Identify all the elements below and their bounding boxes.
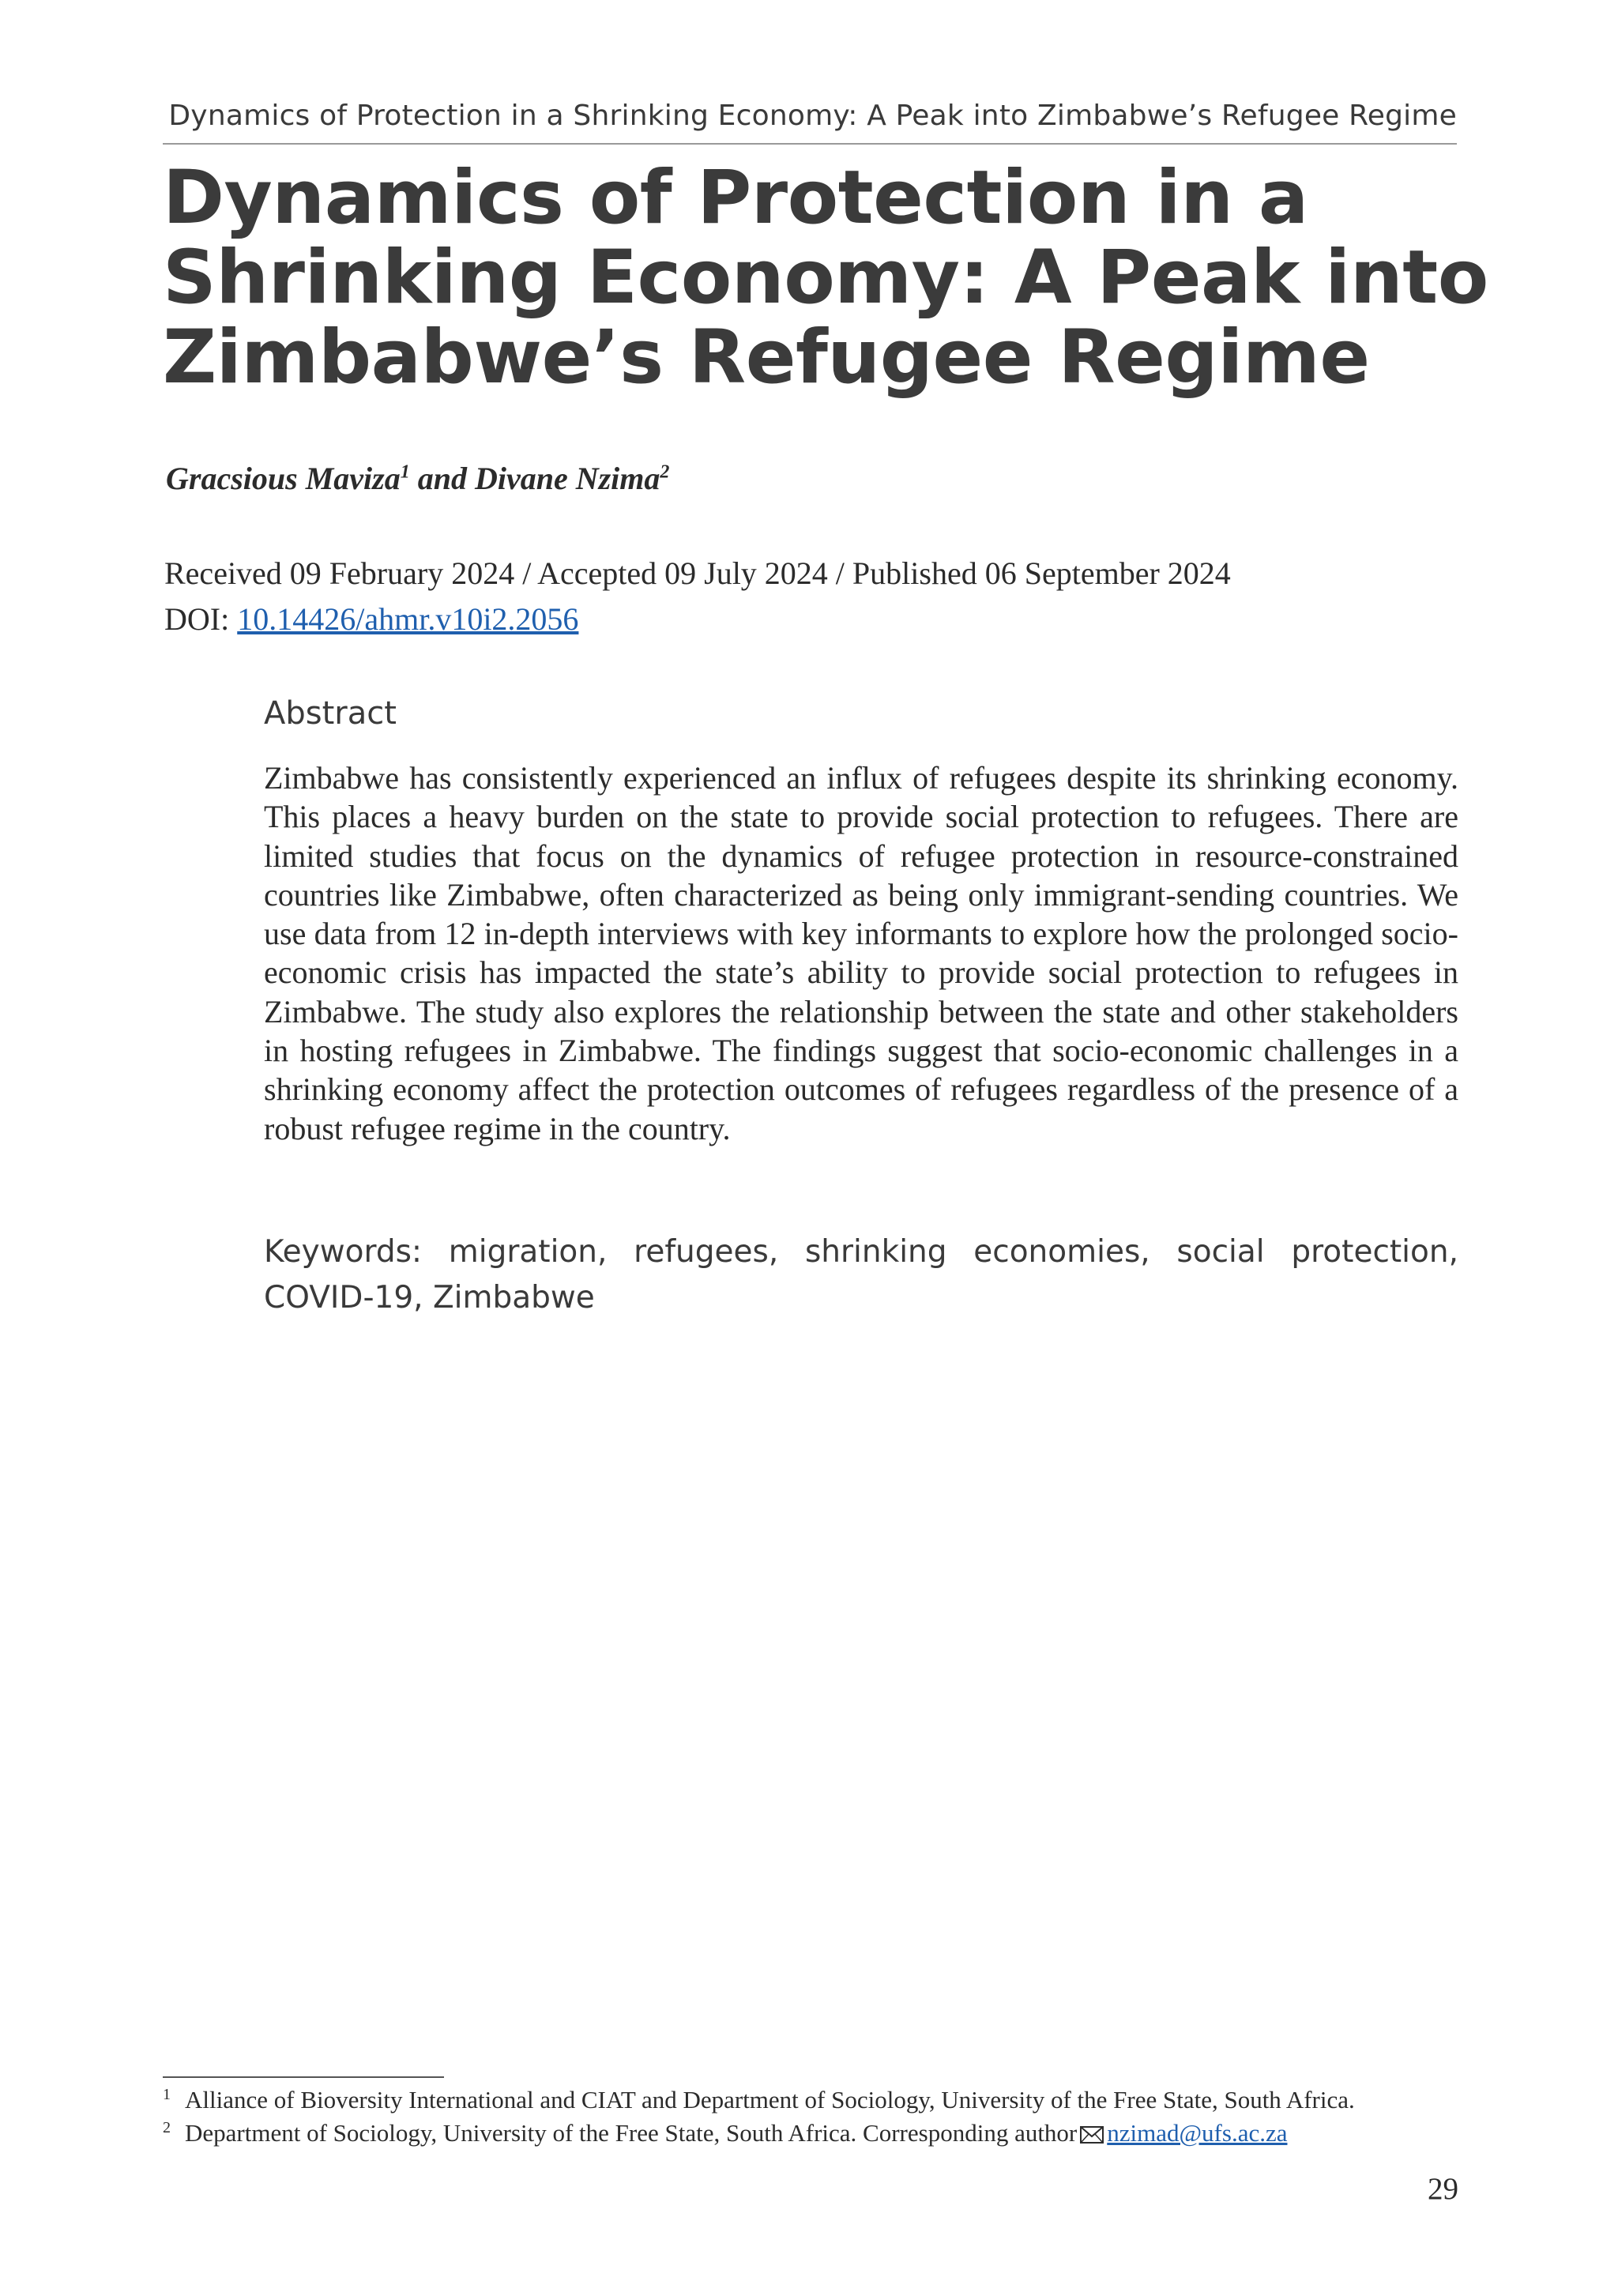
- envelope-icon: [1080, 2121, 1104, 2150]
- author-affiliation-mark-2: 2: [660, 461, 670, 483]
- author-name-1: Gracsious Maviza: [166, 461, 401, 496]
- publication-dates: Received 09 February 2024 / Accepted 09 July 2024 / Published 06 September 2024: [164, 555, 1231, 591]
- doi-line: [164, 600, 1460, 638]
- article-title: [163, 155, 1490, 401]
- page-number: 29: [1428, 2172, 1458, 2206]
- author-separator: and: [417, 461, 467, 496]
- title-line-2: Shrinking Economy: A Peak into: [163, 235, 1488, 321]
- keywords: Keywords: migration, refugees, shrinking economies, social protection, COVID-19, Zimbabwe: [264, 1234, 1458, 1315]
- author-line: [166, 460, 1430, 497]
- title-line-3: Zimbabwe’s Refugee Regime: [163, 314, 1370, 401]
- abstract-text: Zimbabwe has consistently experienced an influx of refugees despite its shrinking economy. This places a heavy burden on the state to provide social protection to refugees. There are limited studies that focus on the dynamics of refugee protection in resource-constrained countries like Zimbabwe, often characterized as being only immigrant-sending countries. We use data from 12 in-depth interviews with key informants to explore how the prolonged socio-economic crisis has impacted the state’s ability to provide social protection to refugees in Zimbabwe. The study also explores the relationship between the state and other stakeholders in hosting refugees in Zimbabwe. The findings suggest that socio-economic challenges in a shrinking economy affect the protection outcomes of refugees regardless of the presence of a robust refugee regime in the country.: [264, 760, 1458, 1146]
- author-affiliation-mark-1: 1: [400, 461, 410, 483]
- footnote-text-2: Department of Sociology, University of the Free State, South Africa. Corresponding author: [185, 2119, 1078, 2147]
- title-line-1: Dynamics of Protection in a: [163, 155, 1308, 241]
- author-name-2: Divane Nzima: [474, 461, 660, 496]
- footnote-2: 2 Department of Sociology, University of the Free State, South Africa. Corresponding author nzimad@ufs.ac.za: [163, 2119, 1466, 2150]
- abstract-heading: Abstract: [264, 695, 397, 732]
- doi-link[interactable]: 10.14426/ahmr.v10i2.2056: [237, 601, 579, 637]
- footnote-1: 1 Alliance of Bioversity International and CIAT and Department of Sociology, University of the Free State, South Africa.: [163, 2085, 1355, 2113]
- running-header: Dynamics of Protection in a Shrinking Economy: A Peak into Zimbabwe’s Refugee Regime: [168, 100, 1457, 132]
- footnote-divider: [163, 2076, 444, 2078]
- doi-label: DOI:: [164, 601, 230, 637]
- header-divider: [163, 143, 1457, 145]
- footnote-text-1: Alliance of Bioversity International and CIAT and Department of Sociology, University of the Free State, South Africa.: [185, 2086, 1355, 2113]
- author-email-link[interactable]: nzimad@ufs.ac.za: [1107, 2119, 1288, 2147]
